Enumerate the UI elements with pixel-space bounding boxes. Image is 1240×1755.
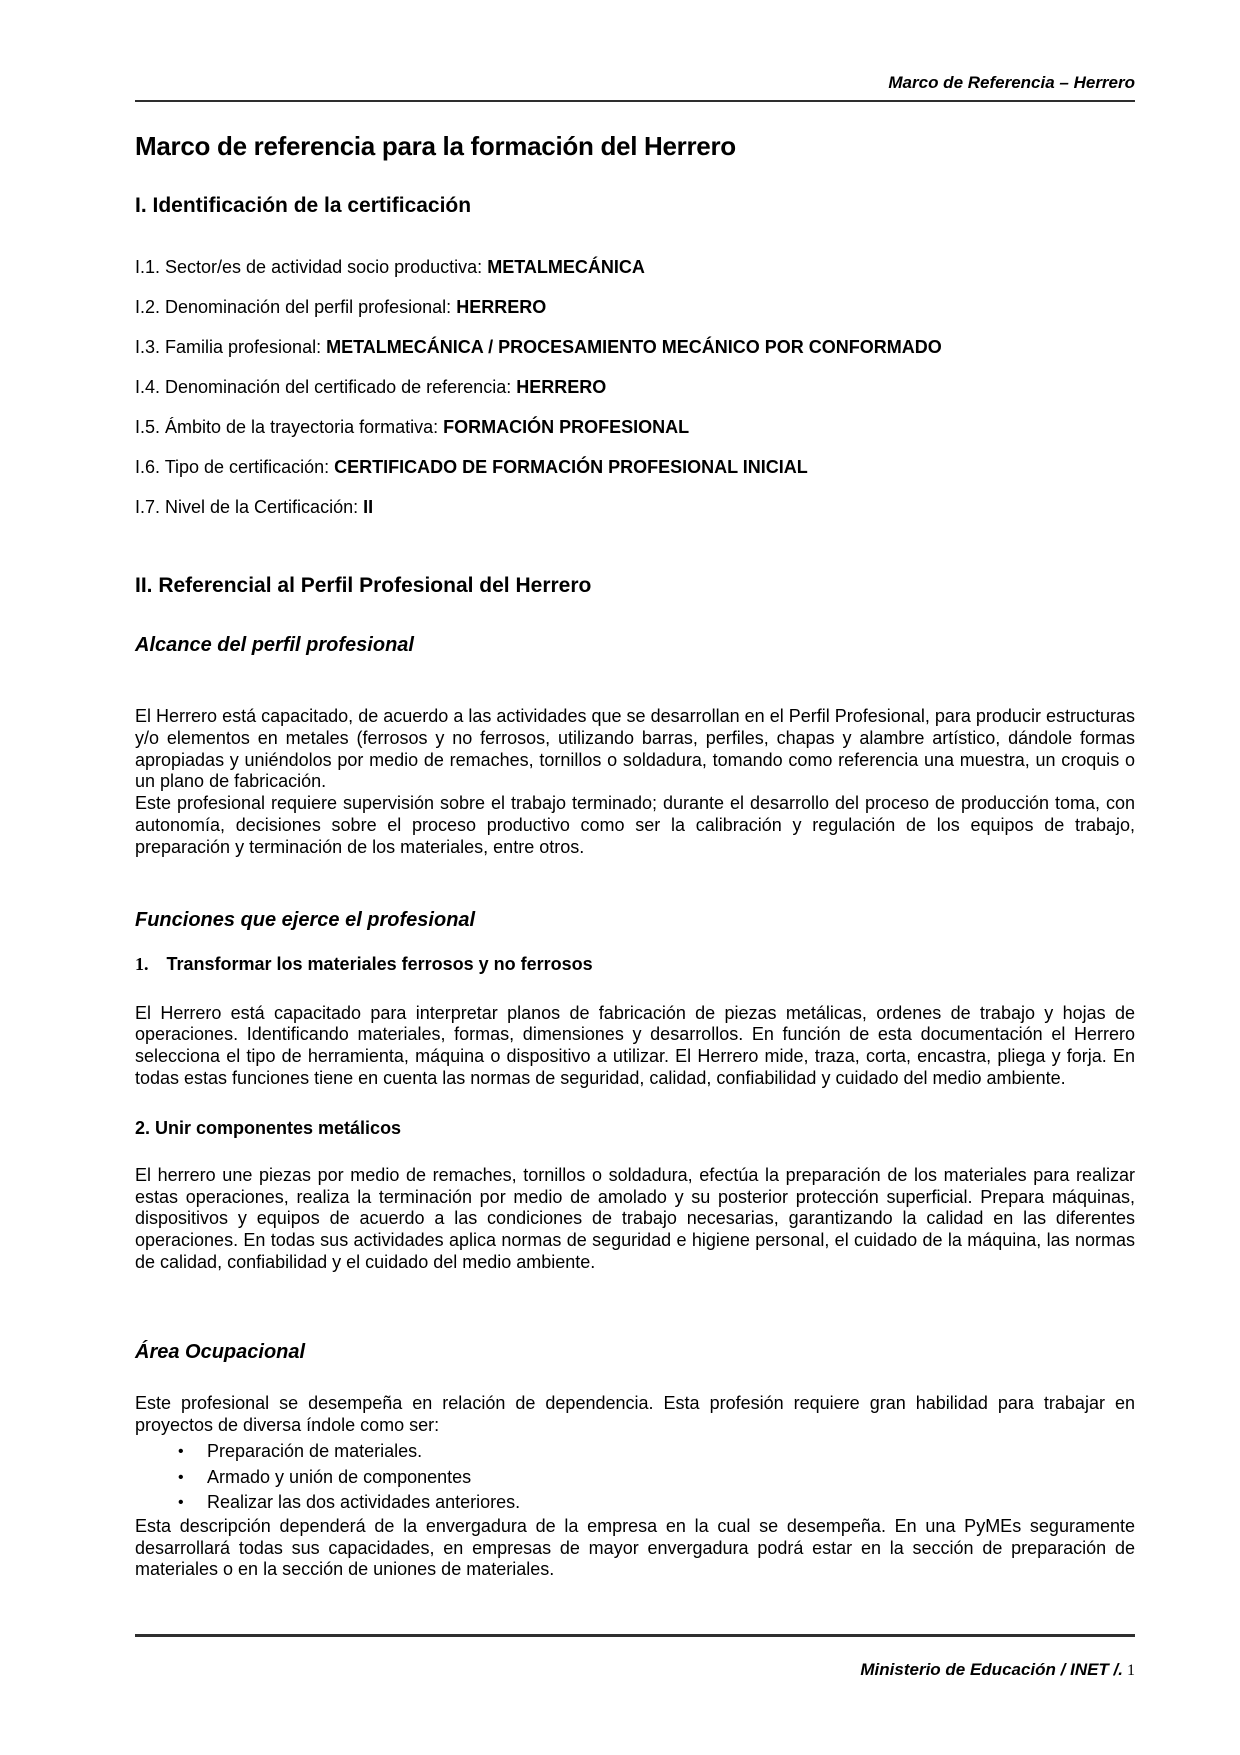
cert-item-familia <box>135 336 1135 358</box>
funcion-2-paragraph: El herrero une piezas por medio de remaches, tornillos o soldadura, efectúa la preparación de los materiales para realizar estas operaciones, realiza la terminación por medio de amolado y su posterior protección superficial. Prepara máquinas, dispositivos y equipos de acuerdo a las condiciones de trabajo necesarias, garantizando la calidad en las diferentes operaciones. En todas sus actividades aplica normas de seguridad e higiene personal, el cuidado de la máquina, las normas de calidad, confiabilidad y el cuidado del medio ambiente. <box>135 1164 1135 1272</box>
subheading-funciones: Funciones que ejerce el profesional <box>135 908 476 931</box>
cert-item-label: I.4. Denominación del certificado de referencia: <box>135 377 512 397</box>
section-heading-identificacion: I. Identificación de la certificación <box>135 194 472 217</box>
running-header: Marco de Referencia – Herrero <box>135 72 1135 102</box>
area-outro-paragraph: Esta descripción dependerá de la envergadura de la empresa en la cual se desempeña. En una PyMEs seguramente desarrollará todas sus capacidades, en empresas de mayor envergadura podrá estar en la sección de preparación de materiales o en la sección de uniones de materiales. <box>135 1515 1135 1580</box>
list-item <box>178 1465 1135 1491</box>
alcance-paragraph-1: El Herrero está capacitado, de acuerdo a las actividades que se desarrollan en el Perfil Profesional, para producir estructuras y/o elementos en metales (ferrosos y no ferrosos, utilizando barras, perfiles, chapas y alambre artístico, dándole formas apropiadas y uniéndolos por medio de remaches, tornillos o soldadura, tomando como referencia una muestra, un croquis o un plano de fabricación. <box>135 706 1135 792</box>
certification-items <box>135 256 1135 518</box>
subheading-area-ocupacional: Área Ocupacional <box>135 1340 306 1363</box>
cert-item-sector <box>135 256 1135 278</box>
page-content <box>135 0 1135 1581</box>
cert-item-value: II <box>363 497 374 517</box>
cert-item-value: CERTIFICADO DE FORMACIÓN PROFESIONAL INICIAL <box>334 457 808 477</box>
section-heading-referencial: II. Referencial al Perfil Profesional del Herrero <box>135 574 592 597</box>
funcion-1-number: 1. <box>135 953 149 974</box>
subheading-alcance: Alcance del perfil profesional <box>135 634 414 656</box>
alcance-paragraph-2: Este profesional requiere supervisión sobre el trabajo terminado; durante el desarrollo del proceso de producción toma, con autonomía, decisiones sobre el proceso productivo como ser la calibración y regulación de los equipos de trabajo, preparación y terminación de los materiales, entre otros. <box>135 793 1135 857</box>
list-item <box>178 1439 1135 1465</box>
list-item-text: Armado y unión de componentes <box>207 1466 472 1487</box>
area-bullet-list <box>135 1439 1135 1516</box>
area-intro-paragraph: Este profesional se desempeña en relación de dependencia. Esta profesión requiere gran habilidad para trabajar en proyectos de diversa índole como ser: <box>135 1392 1135 1435</box>
cert-item-value: FORMACIÓN PROFESIONAL <box>443 417 690 437</box>
bullet-icon: • <box>178 1468 184 1486</box>
footer-ministry-label: Ministerio de Educación / INET /. <box>860 1660 1123 1679</box>
cert-item-value: HERRERO <box>516 377 607 397</box>
cert-item-value: METALMECÁNICA / PROCESAMIENTO MECÁNICO POR CONFORMADO <box>326 337 942 357</box>
list-item-text: Preparación de materiales. <box>207 1441 423 1462</box>
cert-item-label: I.6. Tipo de certificación: <box>135 457 330 477</box>
funcion-1-paragraph: El Herrero está capacitado para interpretar planos de fabricación de piezas metálicas, ordenes de trabajo y hojas de operaciones. Identificando materiales, formas, dimensiones y desarrollos. En función de esta documentación el Herrero selecciona el tipo de herramienta, máquina o dispositivo a utilizar. El Herrero mide, traza, corta, encastra, pliega y forja. En todas estas funciones tiene en cuenta las normas de seguridad, calidad, confiabilidad y cuidado del medio ambiente. <box>135 1002 1135 1088</box>
cert-item-value: HERRERO <box>456 297 547 317</box>
cert-item-value: METALMECÁNICA <box>487 257 645 277</box>
bullet-icon: • <box>178 1443 184 1461</box>
list-item <box>178 1490 1135 1516</box>
bullet-icon: • <box>178 1494 184 1512</box>
cert-item-nivel <box>135 496 1135 518</box>
cert-item-label: I.1. Sector/es de actividad socio productiva: <box>135 257 483 277</box>
funcion-1-heading <box>135 953 1135 976</box>
cert-item-label: I.7. Nivel de la Certificación: <box>135 497 359 517</box>
page-number: 1 <box>1127 1662 1135 1679</box>
cert-item-perfil <box>135 296 1135 318</box>
funcion-1-title: Transformar los materiales ferrosos y no ferrosos <box>166 953 593 974</box>
document-title: Marco de referencia para la formación del Herrero <box>135 131 736 161</box>
cert-item-label: I.2. Denominación del perfil profesional: <box>135 297 452 317</box>
page-footer <box>135 1634 1135 1682</box>
cert-item-certificado <box>135 376 1135 398</box>
cert-item-label: I.3. Familia profesional: <box>135 337 322 357</box>
cert-item-tipo <box>135 456 1135 478</box>
footer-text <box>135 1659 1135 1682</box>
list-item-text: Realizar las dos actividades anteriores. <box>207 1492 521 1513</box>
cert-item-ambito <box>135 416 1135 438</box>
cert-item-label: I.5. Ámbito de la trayectoria formativa: <box>135 417 439 437</box>
funcion-2-heading: 2. Unir componentes metálicos <box>135 1117 402 1138</box>
